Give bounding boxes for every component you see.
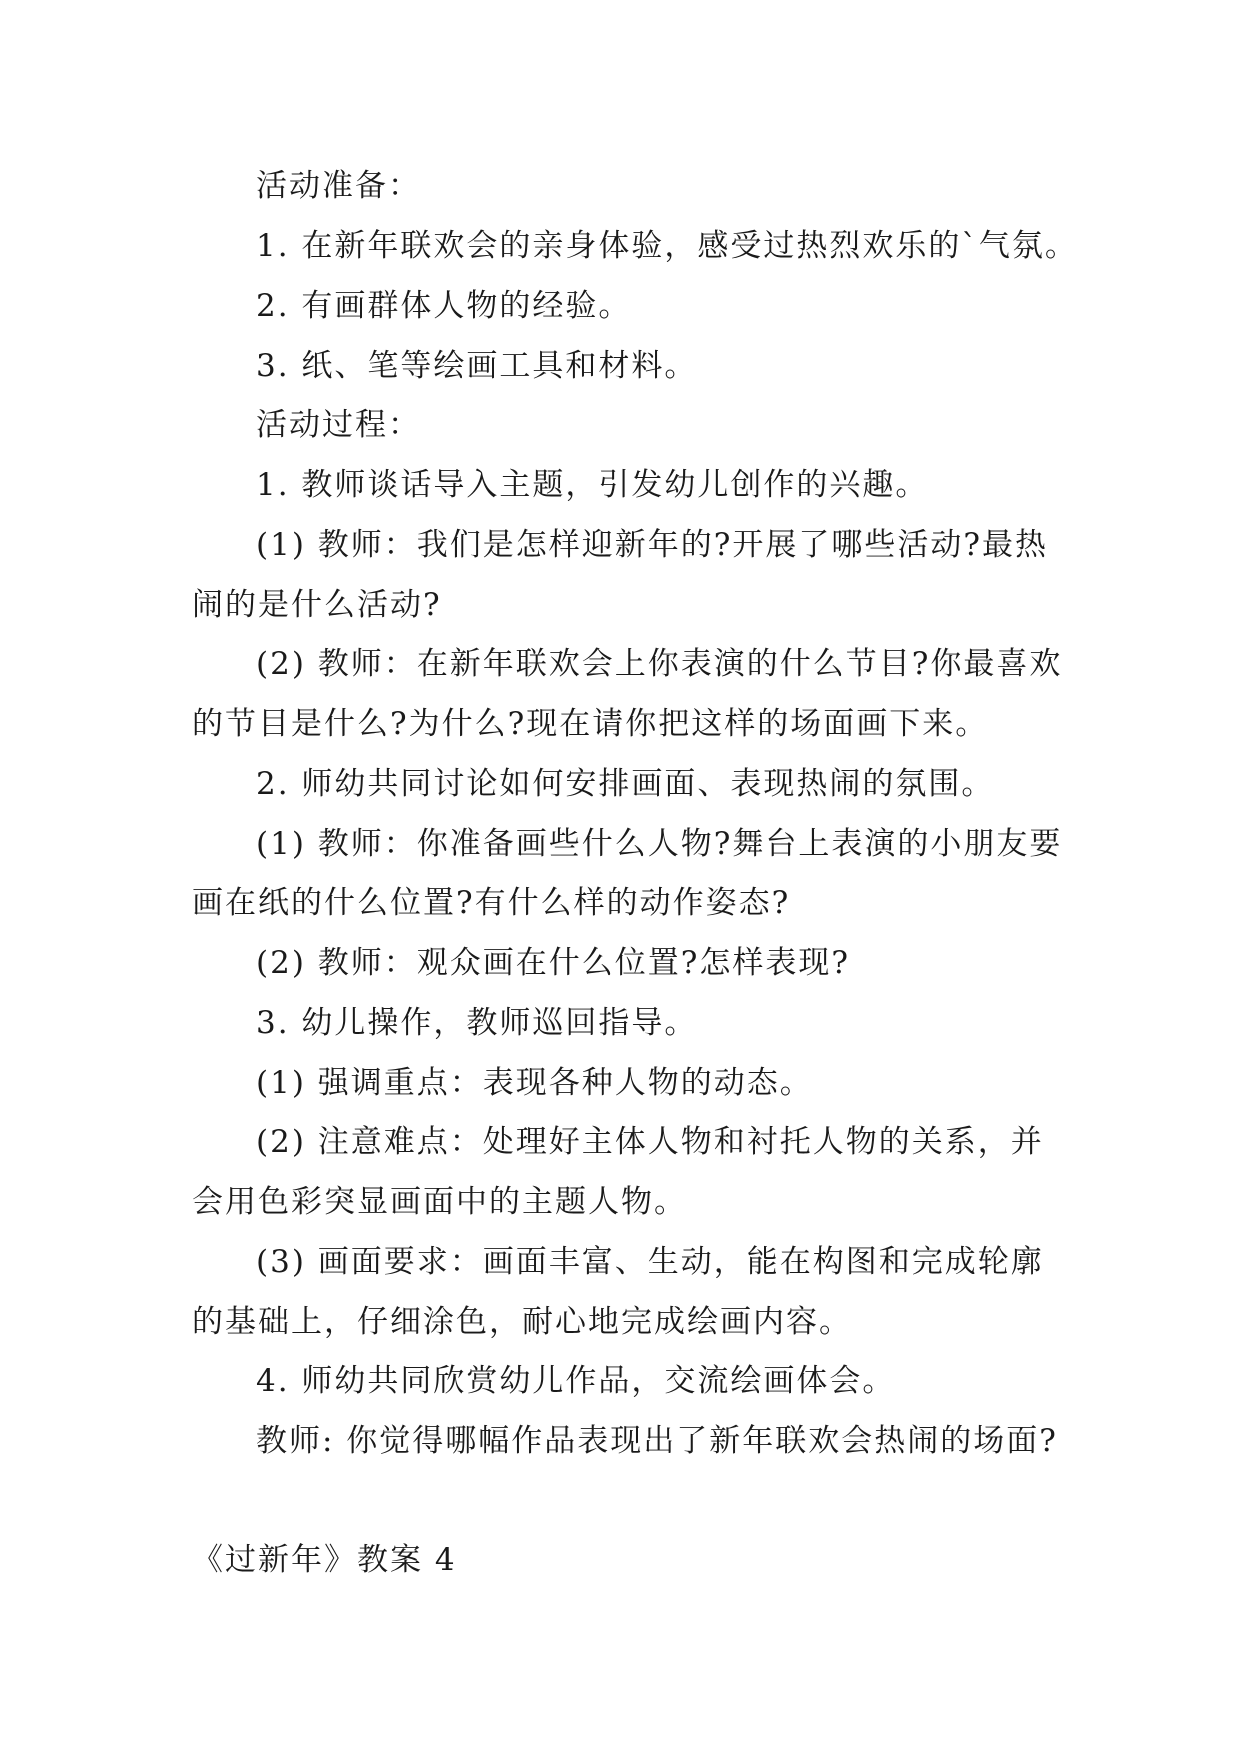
text-line: 4. 师幼共同欣赏幼儿作品，交流绘画体会。	[256, 1363, 896, 1399]
text-line: (1) 强调重点：表现各种人物的动态。	[256, 1065, 813, 1101]
text-line: 画在纸的什么位置?有什么样的动作姿态?	[192, 885, 791, 921]
text-line: (2) 教师：在新年联欢会上你表演的什么节目?你最喜欢	[256, 646, 1063, 682]
text-line: 闹的是什么活动?	[192, 587, 442, 623]
text-line: 2. 有画群体人物的经验。	[256, 288, 632, 324]
text-line: 活动准备：	[256, 168, 421, 204]
text-line: (3) 画面要求：画面丰富、生动，能在构图和完成轮廓	[256, 1244, 1044, 1280]
text-line: 2. 师幼共同讨论如何安排画面、表现热闹的氛围。	[256, 766, 995, 802]
text-line: 1. 在新年联欢会的亲身体验，感受过热烈欢乐的`气氛。	[256, 228, 1078, 264]
text-line: 的节目是什么?为什么?现在请你把这样的场面画下来。	[192, 706, 989, 742]
text-line: (1) 教师：我们是怎样迎新年的?开展了哪些活动?最热	[256, 527, 1049, 563]
text-line: 教师: 你觉得哪幅作品表现出了新年联欢会热闹的场面?	[256, 1423, 1058, 1459]
text-line: 活动过程：	[256, 407, 421, 443]
text-line: 3. 幼儿操作，教师巡回指导。	[256, 1005, 698, 1041]
text-line: 会用色彩突显画面中的主题人物。	[192, 1184, 687, 1220]
text-line: (2) 教师：观众画在什么位置?怎样表现?	[256, 945, 851, 981]
text-line: 1. 教师谈话导入主题，引发幼儿创作的兴趣。	[256, 467, 929, 503]
text-line: 的基础上，仔细涂色，耐心地完成绘画内容。	[192, 1304, 852, 1340]
text-line: (2) 注意难点：处理好主体人物和衬托人物的关系，并	[256, 1124, 1044, 1160]
section-title: 《过新年》教案 4	[192, 1542, 457, 1578]
text-line: 3. 纸、笔等绘画工具和材料。	[256, 348, 698, 384]
text-line: (1) 教师：你准备画些什么人物?舞台上表演的小朋友要	[256, 826, 1063, 862]
